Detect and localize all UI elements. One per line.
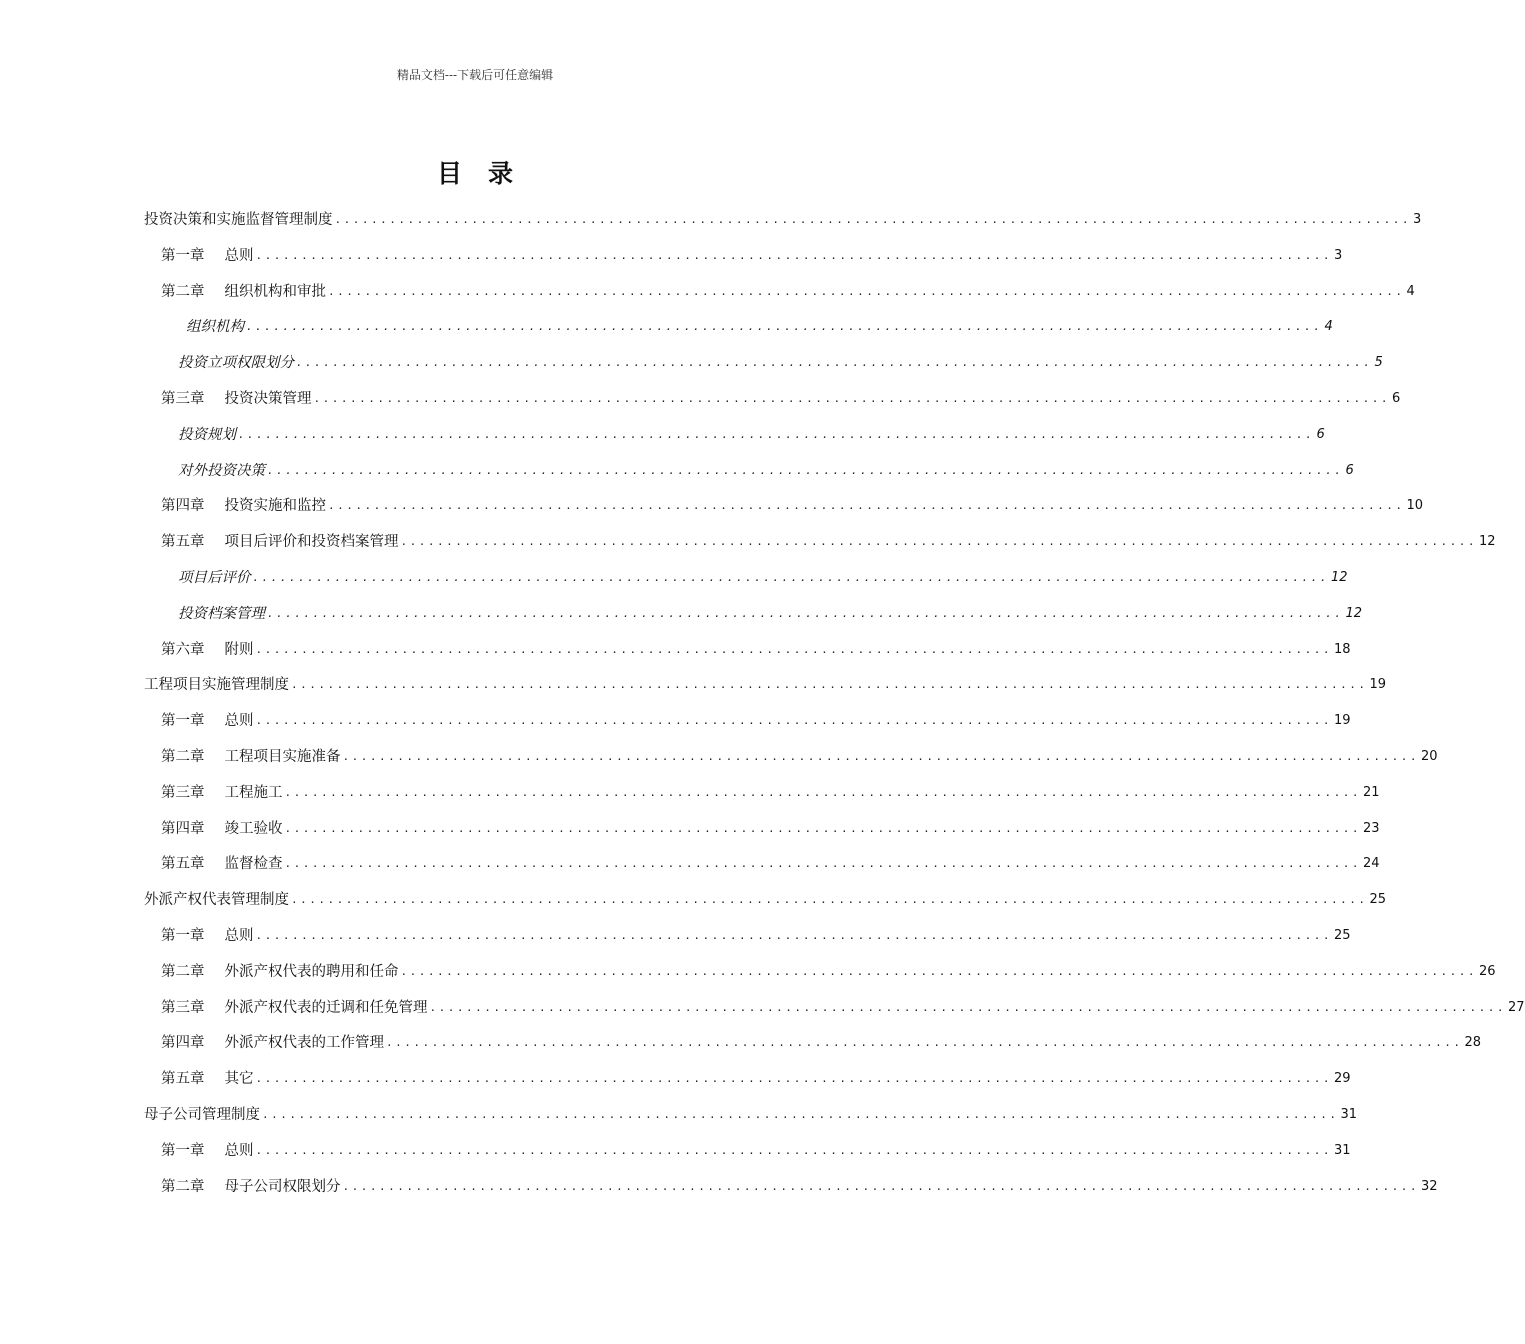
page-header-note: 精品文档---下载后可任意编辑 [396, 68, 554, 82]
toc-dot-leader: ...................................................................................................................... [342, 750, 1419, 763]
toc-entry[interactable] [161, 1173, 1438, 1197]
toc-dot-leader: ...................................................................................................................... [328, 499, 1405, 513]
toc-entry-text: 其它 [224, 1071, 254, 1088]
toc-chapter-number: 第四章 [161, 820, 205, 837]
toc-entry-label [161, 1069, 254, 1089]
toc-entry-text: 投资决策管理 [224, 391, 312, 407]
toc-chapter-number: 第六章 [161, 641, 205, 658]
toc-page-number: 19 [1369, 677, 1387, 693]
toc-entry-text: 工程项目实施准备 [224, 749, 341, 765]
toc-chapter-number: 第二章 [161, 1178, 205, 1195]
toc-dot-leader: ...................................................................................................................... [284, 821, 1361, 835]
toc-entry-label [161, 926, 254, 946]
toc-dot-leader: ...................................................................................................................... [313, 392, 1390, 405]
toc-dot-leader: ...................................................................................................................... [262, 1108, 1339, 1121]
toc-chapter-number: 第一章 [161, 928, 205, 944]
toc-chapter-number: 第三章 [161, 391, 205, 407]
toc-page-number: 31 [1340, 1107, 1358, 1122]
toc-entry-label [161, 711, 254, 731]
toc-page-number: 12 [1330, 570, 1348, 585]
toc-page-number: 19 [1333, 713, 1351, 729]
toc-entry-label [161, 246, 254, 266]
toc-chapter-number: 第五章 [161, 534, 205, 551]
toc-dot-leader: ...................................................................................................................... [386, 1036, 1463, 1050]
toc-dot-leader: ...................................................................................................................... [255, 248, 1332, 262]
toc-page-number: 6 [1391, 391, 1401, 406]
toc-entry-label [178, 604, 265, 624]
toc-page-number: 12 [1478, 534, 1496, 550]
toc-page-number: 28 [1464, 1035, 1482, 1051]
toc-entry-label [161, 389, 312, 409]
toc-entry-text: 总则 [224, 713, 254, 730]
toc-entry-text: 总则 [224, 247, 254, 264]
toc-entry-label [161, 532, 399, 552]
toc-page-number: 3 [1333, 247, 1343, 263]
toc-dot-leader: ...................................................................................................................... [400, 535, 1477, 549]
toc-title: 目录 [436, 159, 539, 188]
toc-dot-leader: ...................................................................................................................... [284, 785, 1361, 799]
toc-dot-leader: ...................................................................................................................... [291, 678, 1368, 692]
toc-page-number: 12 [1345, 605, 1363, 621]
toc-dot-leader: ...................................................................................................................... [284, 857, 1361, 871]
toc-entry-text: 投资规划 [178, 426, 236, 443]
toc-entry[interactable] [178, 564, 1348, 588]
toc-dot-leader: ...................................................................................................................... [328, 284, 1405, 298]
toc-entry-label [161, 640, 254, 660]
toc-page-number: 27 [1507, 999, 1525, 1015]
toc-entry[interactable] [144, 671, 1387, 695]
toc-dot-leader: ...................................................................................................................... [400, 964, 1477, 978]
toc-entry[interactable] [161, 492, 1424, 516]
toc-entry-label [161, 747, 341, 767]
toc-entry-label [144, 1105, 260, 1125]
toc-entry[interactable] [161, 958, 1496, 982]
toc-chapter-number: 第一章 [161, 1142, 205, 1159]
toc-entry-text: 工程施工 [224, 784, 283, 801]
toc-dot-leader: ...................................................................................................................... [255, 1143, 1332, 1157]
toc-entry[interactable] [161, 850, 1380, 874]
toc-entry-text: 监督检查 [224, 856, 283, 873]
toc-dot-leader: ...................................................................................................................... [267, 463, 1344, 477]
toc-entry-text: 投资实施和监控 [224, 498, 326, 515]
toc-entry-label [178, 353, 294, 373]
toc-chapter-number: 第四章 [161, 498, 205, 515]
toc-entry-text: 投资立项权限划分 [178, 355, 294, 372]
toc-entry-text: 母子公司权限划分 [224, 1178, 341, 1195]
toc-page-number: 10 [1406, 498, 1424, 514]
toc-dot-leader: ...................................................................................................................... [291, 893, 1368, 907]
toc-page-number: 23 [1362, 820, 1380, 836]
toc-entry-text: 外派产权代表管理制度 [144, 892, 289, 909]
toc-dot-leader: ...................................................................................................................... [334, 213, 1411, 226]
toc-entry-label [161, 282, 326, 302]
toc-entry[interactable] [161, 1065, 1351, 1089]
toc-page-number: 29 [1333, 1071, 1351, 1087]
toc-entry-label [186, 317, 244, 337]
toc-entry-text: 竣工验收 [224, 820, 283, 837]
toc-entry[interactable] [161, 385, 1401, 409]
toc-page-number: 20 [1420, 749, 1438, 764]
toc-entry-text: 组织机构 [186, 319, 244, 336]
toc-dot-leader: ...................................................................................................................... [238, 427, 1315, 441]
toc-page-number: 6 [1345, 462, 1354, 478]
toc-dot-leader: ...................................................................................................................... [255, 1072, 1332, 1086]
toc-dot-leader: ...................................................................................................................... [342, 1179, 1419, 1193]
toc-entry-label [178, 461, 265, 481]
toc-page-number: 18 [1333, 641, 1351, 657]
toc-entry[interactable] [161, 1137, 1351, 1161]
toc-chapter-number: 第二章 [161, 283, 205, 300]
toc-entry-text: 附则 [224, 641, 254, 658]
toc-page-number: 32 [1420, 1178, 1438, 1194]
toc-entry-text: 总则 [224, 928, 254, 944]
toc-entry[interactable] [144, 886, 1387, 910]
toc-entry-label [161, 783, 283, 803]
toc-entry-text: 外派产权代表的工作管理 [224, 1035, 384, 1052]
toc-entry[interactable] [178, 421, 1325, 445]
toc-entry-text: 项目后评价和投资档案管理 [224, 534, 399, 551]
toc-dot-leader: ...................................................................................................................... [255, 714, 1332, 728]
toc-entry-label [161, 998, 428, 1018]
toc-chapter-number: 第三章 [161, 999, 205, 1016]
toc-chapter-number: 第一章 [161, 247, 205, 264]
toc-chapter-number: 第三章 [161, 784, 205, 801]
toc-entry[interactable] [161, 779, 1380, 803]
toc-dot-leader: ...................................................................................................................... [255, 929, 1332, 942]
toc-page-number: 24 [1362, 856, 1380, 872]
toc-entry[interactable] [161, 743, 1438, 767]
toc-entry-label [161, 962, 399, 982]
toc-page-number: 4 [1406, 283, 1415, 299]
toc-entry-label [178, 425, 236, 445]
toc-entry[interactable] [161, 242, 1343, 266]
toc-entry[interactable] [144, 1101, 1358, 1125]
toc-entry[interactable] [161, 815, 1380, 839]
toc-entry[interactable] [161, 922, 1351, 946]
toc-entry-text: 对外投资决策 [178, 462, 265, 479]
toc-page-number: 6 [1316, 426, 1325, 442]
toc-page-number: 5 [1374, 355, 1383, 371]
toc-entry-text: 组织机构和审批 [224, 283, 326, 300]
toc-chapter-number: 第五章 [161, 1071, 205, 1088]
toc-page-number: 4 [1324, 319, 1333, 335]
toc-page-number: 21 [1362, 784, 1380, 800]
toc-entry-text: 项目后评价 [178, 570, 251, 586]
toc-entry[interactable] [161, 278, 1415, 302]
toc-entry-label [178, 568, 251, 588]
toc-entry-text: 工程项目实施管理制度 [144, 677, 289, 694]
toc-entry-label [144, 210, 333, 230]
toc-entry-text: 外派产权代表的迁调和任免管理 [224, 999, 428, 1016]
toc-entry[interactable] [144, 206, 1422, 230]
toc-dot-leader: ...................................................................................................................... [429, 1000, 1506, 1014]
toc-page-number: 26 [1478, 963, 1496, 979]
toc-dot-leader: ...................................................................................................................... [296, 356, 1373, 370]
toc-entry[interactable] [178, 457, 1354, 481]
toc-entry[interactable] [161, 1029, 1482, 1053]
toc-entry-text: 投资档案管理 [178, 605, 265, 622]
toc-entry-label [161, 496, 326, 516]
toc-chapter-number: 第一章 [161, 713, 205, 730]
toc-entry[interactable] [161, 707, 1351, 731]
toc-entry-text: 总则 [224, 1142, 254, 1159]
toc-page-number: 31 [1333, 1142, 1351, 1158]
toc-dot-leader: ...................................................................................................................... [267, 606, 1344, 620]
toc-entry-label [161, 854, 283, 874]
toc-chapter-number: 第五章 [161, 856, 205, 873]
toc-entry-label [161, 1033, 384, 1053]
toc-page-number: 25 [1333, 928, 1351, 943]
toc-page-number: 25 [1369, 892, 1387, 908]
toc-chapter-number: 第二章 [161, 963, 205, 980]
toc-entry-label [161, 1177, 341, 1197]
toc-chapter-number: 第四章 [161, 1035, 205, 1052]
toc-entry[interactable] [178, 600, 1363, 624]
toc-dot-leader: ...................................................................................................................... [252, 571, 1329, 584]
toc-dot-leader: ...................................................................................................................... [255, 642, 1332, 656]
toc-entry[interactable] [161, 994, 1525, 1018]
toc-entry[interactable] [186, 313, 1333, 337]
toc-chapter-number: 第二章 [161, 749, 205, 765]
toc-entry-label [144, 675, 289, 695]
toc-entry[interactable] [161, 528, 1496, 552]
toc-entry[interactable] [161, 636, 1351, 660]
toc-entry-label [161, 1141, 254, 1161]
toc-entry-label [161, 819, 283, 839]
toc-page-number: 3 [1412, 212, 1422, 227]
toc-entry-text: 投资决策和实施监督管理制度 [144, 212, 333, 228]
toc-entry[interactable] [178, 349, 1383, 373]
toc-entry-label [144, 890, 289, 910]
toc-entry-text: 外派产权代表的聘用和任命 [224, 963, 399, 980]
toc-entry-text: 母子公司管理制度 [144, 1107, 260, 1123]
toc-dot-leader: ...................................................................................................................... [246, 320, 1323, 334]
